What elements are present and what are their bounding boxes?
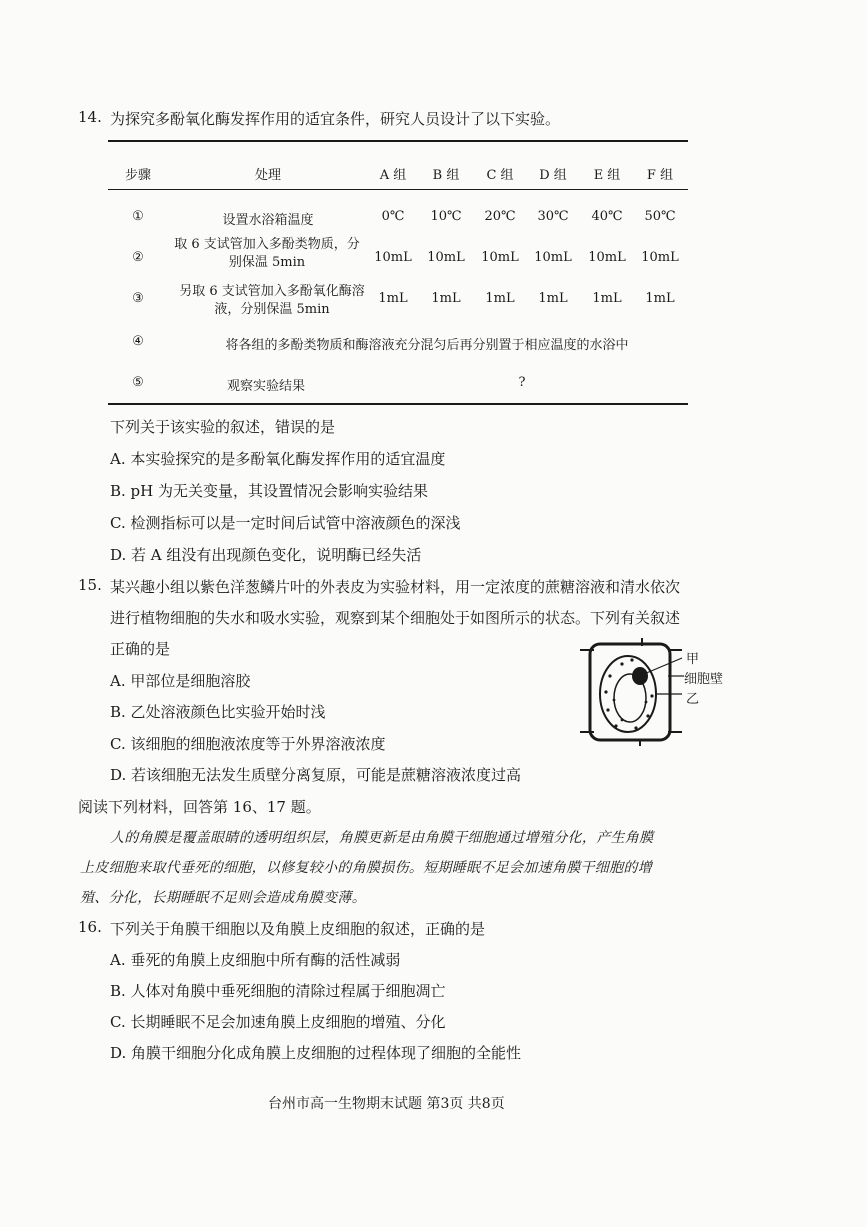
row1-b: 10℃ — [430, 209, 462, 224]
material-intro: 阅读下列材料，回答第 16、17 题。 — [78, 798, 321, 816]
page-footer: 台州市高一生物期末试题 第3页 共8页 — [268, 1096, 505, 1112]
table-header-rule — [108, 189, 688, 190]
q16-stem: 下列关于角膜干细胞以及角膜上皮细胞的叙述，正确的是 — [110, 920, 486, 938]
diagram-label-yi: 乙 — [686, 692, 700, 707]
row1-f: 50℃ — [644, 209, 676, 224]
row2-process: 取 6 支试管加入多酚类物质，分别保温 5min — [174, 237, 360, 270]
row2-a: 10mL — [374, 250, 412, 265]
q16-option-a: A. 垂死的角膜上皮细胞中所有酶的活性减弱 — [110, 951, 401, 969]
q16-option-d: D. 角膜干细胞分化成角膜上皮细胞的过程体现了细胞的全能性 — [110, 1044, 522, 1062]
q15-number: 15. — [78, 576, 102, 594]
row2-f: 10mL — [641, 250, 679, 265]
row1-process: 设置水浴箱温度 — [222, 213, 314, 228]
plant-cell-svg — [578, 636, 728, 748]
diagram-label-cell-wall: 细胞壁 — [684, 672, 724, 687]
q14-option-b: B. pH 为无关变量，其设置情况会影响实验结果 — [110, 482, 429, 500]
q15-stem-line1: 某兴趣小组以紫色洋葱鳞片叶的外表皮为实验材料，用一定浓度的蔗糖溶液和清水依次 — [110, 578, 681, 596]
row3-step: ③ — [132, 291, 144, 306]
row1-step: ① — [132, 209, 144, 224]
header-group-a: A 组 — [379, 168, 407, 183]
row5-process: 观察实验结果 — [226, 379, 306, 394]
row2-step: ② — [132, 250, 144, 265]
header-process: 处理 — [254, 168, 282, 183]
q16-number: 16. — [78, 918, 102, 936]
row3-c: 1mL — [485, 291, 515, 306]
q15-option-d: D. 若该细胞无法发生质壁分离复原，可能是蔗糖溶液浓度过高 — [110, 766, 522, 784]
row3-a: 1mL — [378, 291, 408, 306]
diagram-label-jia: 甲 — [686, 652, 700, 667]
row2-b: 10mL — [427, 250, 465, 265]
row4-merged: 将各组的多酚类物质和酶溶液充分混匀后再分别置于相应温度的水浴中 — [225, 338, 629, 353]
row3-d: 1mL — [538, 291, 568, 306]
row1-e: 40℃ — [591, 209, 623, 224]
header-group-d: D 组 — [539, 168, 567, 183]
q16-option-c: C. 长期睡眠不足会加速角膜上皮细胞的增殖、分化 — [110, 1013, 446, 1031]
q14-prompt: 下列关于该实验的叙述，错误的是 — [110, 418, 336, 436]
header-group-e: E 组 — [593, 168, 621, 183]
q14-number: 14. — [78, 108, 102, 126]
header-group-c: C 组 — [486, 168, 514, 183]
row5-result: ? — [518, 375, 526, 390]
row3-b: 1mL — [431, 291, 461, 306]
q15-option-a: A. 甲部位是细胞溶胶 — [110, 672, 251, 690]
table-bottom-rule — [108, 403, 688, 405]
q14-option-c: C. 检测指标可以是一定时间后试管中溶液颜色的深浅 — [110, 514, 461, 532]
header-step: 步骤 — [124, 168, 152, 183]
material-line-1: 人的角膜是覆盖眼睛的透明组织层，角膜更新是由角膜干细胞通过增殖分化，产生角膜 — [110, 830, 654, 846]
q14-stem: 为探究多酚氧化酶发挥作用的适宜条件，研究人员设计了以下实验。 — [110, 110, 561, 128]
header-group-f: F 组 — [646, 168, 674, 183]
q15-option-c: C. 该细胞的细胞液浓度等于外界溶液浓度 — [110, 735, 386, 753]
row3-f: 1mL — [645, 291, 675, 306]
q14-option-a: A. 本实验探究的是多酚氧化酶发挥作用的适宜温度 — [110, 450, 446, 468]
q15-stem-line2: 进行植物细胞的失水和吸水实验，观察到某个细胞处于如图所示的状态。下列有关叙述 — [110, 609, 681, 627]
row1-a: 0℃ — [381, 209, 405, 224]
row1-c: 20℃ — [484, 209, 516, 224]
table-top-rule — [108, 140, 688, 142]
row2-e: 10mL — [588, 250, 626, 265]
material-line-3: 殖、分化，长期睡眠不足则会造成角膜变薄。 — [80, 890, 366, 906]
q15-stem-line3: 正确的是 — [110, 640, 171, 658]
row5-step: ⑤ — [132, 375, 144, 390]
row2-d: 10mL — [534, 250, 572, 265]
plant-cell-diagram — [578, 636, 728, 752]
row3-e: 1mL — [592, 291, 622, 306]
header-group-b: B 组 — [432, 168, 460, 183]
row2-c: 10mL — [481, 250, 519, 265]
q16-option-b: B. 人体对角膜中垂死细胞的清除过程属于细胞凋亡 — [110, 982, 446, 1000]
row3-process: 另取 6 支试管加入多酚氧化酶溶液，分别保温 5min — [179, 284, 365, 317]
q15-option-b: B. 乙处溶液颜色比实验开始时浅 — [110, 703, 326, 721]
q14-option-d: D. 若 A 组没有出现颜色变化，说明酶已经失活 — [110, 546, 422, 564]
material-line-2: 上皮细胞来取代垂死的细胞，以修复较小的角膜损伤。短期睡眠不足会加速角膜干细胞的增 — [80, 860, 652, 876]
row1-d: 30℃ — [537, 209, 569, 224]
row4-step: ④ — [132, 334, 144, 349]
